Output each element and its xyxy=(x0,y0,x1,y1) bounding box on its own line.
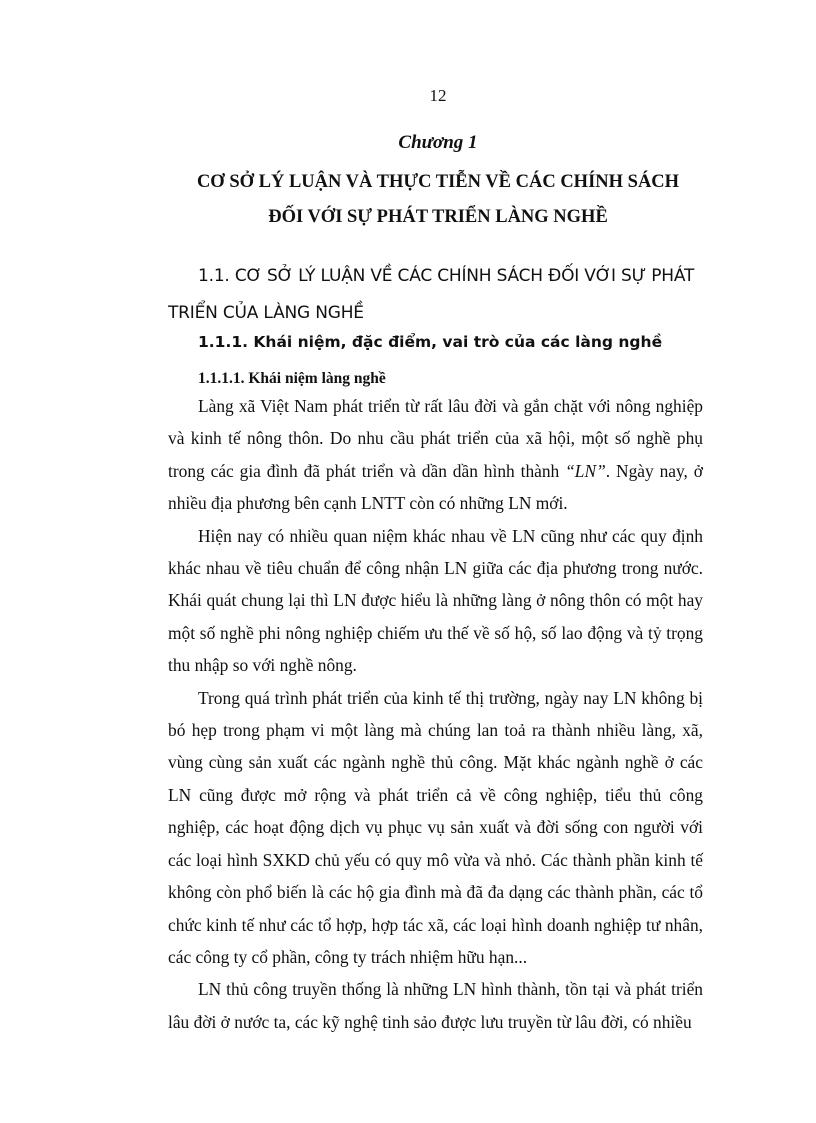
paragraph: Hiện nay có nhiều quan niệm khác nhau về LN cũng như các quy định khác nhau về tiêu chuẩn để công nhận LN giữa các địa phương trong nước. Khái quát chung lại thì LN được hiểu là những làng ở nông thôn có một hay một số nghề phi nông nghiệp chiếm ưu thế về số hộ, số lao động và tỷ trọng thu nhập so với nghề nông. xyxy=(168,525,703,676)
body-text xyxy=(168,390,703,1038)
chapter-title xyxy=(166,165,710,235)
paragraph-text: Làng xã Việt Nam phát triển từ rất lâu đời và gắn chặt với nông nghiệp và kinh tế nông thôn. Do nhu cầu phát triển của xã hội, một số nghề phụ trong các gia đình đã phát triển và dần dần hình thành xyxy=(168,396,703,481)
chapter-title-line-1: CƠ SỞ LÝ LUẬN VÀ THỰC TIỄN VỀ CÁC CHÍNH SÁCH xyxy=(196,172,680,192)
paragraph: Trong quá trình phát triển của kinh tế thị trường, ngày nay LN không bị bó hẹp trong phạm vi một làng mà chúng lan toả ra thành nhiều làng, xã, vùng cùng sản xuất các ngành nghề thủ công. Mặt khác ngành nghề ở các LN cũng được mở rộng và phát triển cả về công nghiệp, tiểu thủ công nghiệp, các hoạt động dịch vụ phục vụ sản xuất và đời sống con người với các loại hình SXKD chủ yếu có quy mô vừa và nhỏ. Các thành phần kinh tế không còn phổ biến là các hộ gia đình mà đã đa dạng các thành phần, các tổ chức kinh tế như các tổ hợp, hợp tác xã, các loại hình doanh nghiệp tư nhân, các công ty cổ phần, công ty trách nhiệm hữu hạn... xyxy=(168,687,703,967)
section-title-line-1: 1.1. CƠ SỞ LÝ LUẬN VỀ CÁC CHÍNH SÁCH ĐỐI VỚI SỰ PHÁT xyxy=(198,266,695,286)
section-title xyxy=(168,258,728,332)
section-title-line-2: TRIỂN CỦA LÀNG NGHỀ xyxy=(168,303,364,323)
chapter-title-line-2: ĐỐI VỚI SỰ PHÁT TRIỂN LÀNG NGHỀ xyxy=(268,207,608,227)
paragraph xyxy=(168,390,703,520)
chapter-label: Chương 1 xyxy=(398,132,478,153)
paragraph-text: . Ngày nay, ở nhiều địa phương bên cạnh LNTT còn có những LN mới. xyxy=(168,460,703,514)
subsubsection-title: 1.1.1.1. Khái niệm làng nghề xyxy=(198,370,386,387)
subsection-title: 1.1.1. Khái niệm, đặc điểm, vai trò của các làng nghề xyxy=(198,333,663,351)
italic-term: “LN” xyxy=(565,460,606,481)
page-number: 12 xyxy=(429,86,447,105)
paragraph: LN thủ công truyền thống là những LN hình thành, tồn tại và phát triển lâu đời ở nước ta, các kỹ nghệ tinh sảo được lưu truyền từ lâu đời, có nhiều xyxy=(168,979,703,1032)
